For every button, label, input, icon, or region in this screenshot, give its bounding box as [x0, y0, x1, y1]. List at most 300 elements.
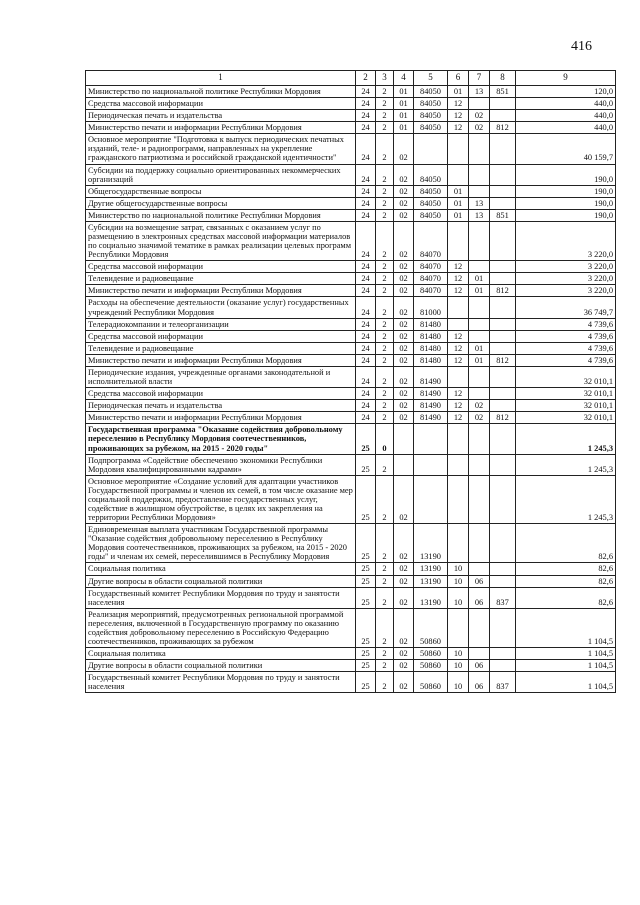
- amount-cell: 40 159,7: [516, 134, 616, 164]
- code-cell: 25: [356, 608, 376, 647]
- code-cell: 2: [376, 563, 394, 575]
- code-cell: [414, 134, 448, 164]
- code-cell: 50860: [414, 660, 448, 672]
- code-cell: [490, 134, 516, 164]
- code-cell: [469, 98, 490, 110]
- code-cell: 81480: [414, 354, 448, 366]
- code-cell: 02: [469, 412, 490, 424]
- table-row: [86, 330, 616, 342]
- code-cell: 24: [356, 164, 376, 185]
- amount-cell: 36 749,7: [516, 297, 616, 318]
- column-header: 7: [469, 71, 490, 86]
- row-name-cell: Реализация мероприятий, предусмотренных региональной программой переселения, включенной в Государственную программу по оказанию содействия добровольному переселению в Российскую Федерацию соотечественников, проживающих за рубежом: [86, 608, 356, 647]
- table-row: [86, 273, 616, 285]
- amount-cell: 3 220,0: [516, 273, 616, 285]
- amount-cell: 3 220,0: [516, 221, 616, 260]
- code-cell: 2: [376, 98, 394, 110]
- code-cell: 84070: [414, 273, 448, 285]
- budget-table: [85, 70, 616, 693]
- code-cell: 84070: [414, 221, 448, 260]
- table-body: [86, 86, 616, 693]
- code-cell: 01: [394, 122, 414, 134]
- code-cell: [469, 318, 490, 330]
- code-cell: 2: [376, 209, 394, 221]
- code-cell: 12: [448, 342, 469, 354]
- code-cell: 2: [376, 648, 394, 660]
- code-cell: 851: [490, 209, 516, 221]
- table-row: [86, 672, 616, 693]
- table-row: [86, 185, 616, 197]
- amount-cell: 190,0: [516, 197, 616, 209]
- code-cell: [469, 563, 490, 575]
- code-cell: 12: [448, 412, 469, 424]
- code-cell: 24: [356, 412, 376, 424]
- table-row: [86, 164, 616, 185]
- code-cell: 24: [356, 354, 376, 366]
- amount-cell: 32 010,1: [516, 366, 616, 387]
- amount-cell: 1 245,3: [516, 454, 616, 475]
- code-cell: [469, 524, 490, 563]
- code-cell: [490, 563, 516, 575]
- code-cell: 24: [356, 297, 376, 318]
- code-cell: 02: [394, 318, 414, 330]
- code-cell: 02: [394, 354, 414, 366]
- code-cell: 84050: [414, 209, 448, 221]
- code-cell: 10: [448, 575, 469, 587]
- code-cell: 12: [448, 400, 469, 412]
- code-cell: [448, 454, 469, 475]
- code-cell: 84050: [414, 164, 448, 185]
- row-name-cell: Другие вопросы в области социальной политики: [86, 575, 356, 587]
- code-cell: 50860: [414, 648, 448, 660]
- code-cell: 2: [376, 261, 394, 273]
- row-name-cell: Субсидии на поддержку социально ориентированных некоммерческих организаций: [86, 164, 356, 185]
- row-name-cell: Государственный комитет Республики Мордовия по труду и занятости населения: [86, 587, 356, 608]
- code-cell: 2: [376, 330, 394, 342]
- code-cell: [448, 318, 469, 330]
- amount-cell: 3 220,0: [516, 261, 616, 273]
- code-cell: 81000: [414, 297, 448, 318]
- code-cell: 02: [394, 524, 414, 563]
- code-cell: [469, 388, 490, 400]
- code-cell: 2: [376, 412, 394, 424]
- row-name-cell: Телевидение и радиовещание: [86, 273, 356, 285]
- code-cell: 06: [469, 587, 490, 608]
- code-cell: [448, 297, 469, 318]
- row-name-cell: Единовременная выплата участникам Государственной программы "Оказание содействия добровольному переселению в Республику Мордовия соотечественников, проживающих за рубежом, на 2015 - 2020 годы" и членам их семей, переселившимся в Республику Мордовия: [86, 524, 356, 563]
- code-cell: 02: [469, 122, 490, 134]
- code-cell: 2: [376, 587, 394, 608]
- row-name-cell: Социальная политика: [86, 648, 356, 660]
- code-cell: 13190: [414, 587, 448, 608]
- table-row: [86, 285, 616, 297]
- code-cell: 81480: [414, 330, 448, 342]
- code-cell: 02: [394, 297, 414, 318]
- code-cell: 01: [448, 197, 469, 209]
- code-cell: [490, 524, 516, 563]
- code-cell: 25: [356, 424, 376, 454]
- code-cell: [490, 261, 516, 273]
- column-header: 6: [448, 71, 469, 86]
- code-cell: [448, 424, 469, 454]
- code-cell: 02: [394, 285, 414, 297]
- table-row: [86, 342, 616, 354]
- code-cell: 24: [356, 221, 376, 260]
- code-cell: 13190: [414, 563, 448, 575]
- row-name-cell: Министерство печати и информации Республики Мордовия: [86, 285, 356, 297]
- row-name-cell: Государственная программа "Оказание содействия добровольному переселению в Республику Мордовия соотечественников, проживающих за рубежом, на 2015 - 2020 годы": [86, 424, 356, 454]
- code-cell: 10: [448, 660, 469, 672]
- code-cell: 84050: [414, 197, 448, 209]
- amount-cell: 82,6: [516, 575, 616, 587]
- code-cell: 24: [356, 197, 376, 209]
- table-row: [86, 608, 616, 647]
- row-name-cell: Средства массовой информации: [86, 388, 356, 400]
- code-cell: 06: [469, 672, 490, 693]
- code-cell: 06: [469, 575, 490, 587]
- code-cell: [490, 454, 516, 475]
- code-cell: 12: [448, 388, 469, 400]
- code-cell: 81490: [414, 366, 448, 387]
- code-cell: 812: [490, 285, 516, 297]
- code-cell: 2: [376, 122, 394, 134]
- code-cell: 12: [448, 110, 469, 122]
- row-name-cell: Средства массовой информации: [86, 261, 356, 273]
- code-cell: 25: [356, 563, 376, 575]
- code-cell: [490, 221, 516, 260]
- code-cell: 02: [394, 185, 414, 197]
- table-row: [86, 575, 616, 587]
- row-name-cell: Министерство печати и информации Республики Мордовия: [86, 354, 356, 366]
- amount-cell: 190,0: [516, 164, 616, 185]
- code-cell: 2: [376, 388, 394, 400]
- table-row: [86, 122, 616, 134]
- code-cell: 24: [356, 388, 376, 400]
- code-cell: 2: [376, 475, 394, 523]
- code-cell: 02: [394, 366, 414, 387]
- code-cell: [490, 366, 516, 387]
- table-row: [86, 424, 616, 454]
- code-cell: [490, 297, 516, 318]
- code-cell: 02: [394, 660, 414, 672]
- code-cell: 02: [394, 608, 414, 647]
- code-cell: 2: [376, 273, 394, 285]
- table-row: [86, 197, 616, 209]
- code-cell: 02: [394, 563, 414, 575]
- code-cell: 06: [469, 660, 490, 672]
- code-cell: 02: [394, 221, 414, 260]
- code-cell: 01: [394, 110, 414, 122]
- column-header: 1: [86, 71, 356, 86]
- table-row: [86, 366, 616, 387]
- amount-cell: 82,6: [516, 587, 616, 608]
- code-cell: 01: [448, 86, 469, 98]
- code-cell: 812: [490, 122, 516, 134]
- code-cell: 13190: [414, 575, 448, 587]
- table-row: [86, 660, 616, 672]
- amount-cell: 1 104,5: [516, 608, 616, 647]
- row-name-cell: Основное мероприятие «Создание условий для адаптации участников Государственной программы и членов их семей, в том числе оказание мер социальной поддержки, предоставление государственных услуг, содействие в жилищном обустройстве, в целях их закрепления на территории Республики Мордовия»: [86, 475, 356, 523]
- row-name-cell: Социальная политика: [86, 563, 356, 575]
- code-cell: 10: [448, 672, 469, 693]
- code-cell: [490, 648, 516, 660]
- code-cell: [448, 221, 469, 260]
- table-row: [86, 98, 616, 110]
- code-cell: 84050: [414, 110, 448, 122]
- table-row: [86, 587, 616, 608]
- code-cell: 2: [376, 285, 394, 297]
- code-cell: 02: [469, 400, 490, 412]
- table-row: [86, 221, 616, 260]
- code-cell: [414, 454, 448, 475]
- table-row: [86, 354, 616, 366]
- table-row: [86, 475, 616, 523]
- code-cell: 01: [448, 209, 469, 221]
- table-row: [86, 86, 616, 98]
- row-name-cell: Средства массовой информации: [86, 330, 356, 342]
- code-cell: 2: [376, 86, 394, 98]
- table-row: [86, 261, 616, 273]
- row-name-cell: Основное мероприятие "Подготовка к выпуск периодических печатных изданий, теле- и радиопрограмм, направленных на укрепление гражданского патриотизма и российской гражданской идентичности": [86, 134, 356, 164]
- code-cell: [490, 197, 516, 209]
- code-cell: [490, 273, 516, 285]
- code-cell: [469, 330, 490, 342]
- code-cell: 24: [356, 330, 376, 342]
- code-cell: 24: [356, 318, 376, 330]
- code-cell: 2: [376, 366, 394, 387]
- amount-cell: 1 245,3: [516, 424, 616, 454]
- code-cell: 2: [376, 524, 394, 563]
- code-cell: 12: [448, 122, 469, 134]
- amount-cell: 190,0: [516, 209, 616, 221]
- code-cell: 12: [448, 261, 469, 273]
- code-cell: 12: [448, 330, 469, 342]
- code-cell: [448, 524, 469, 563]
- code-cell: 24: [356, 110, 376, 122]
- code-cell: 81490: [414, 388, 448, 400]
- code-cell: 2: [376, 110, 394, 122]
- code-cell: [448, 366, 469, 387]
- amount-cell: 4 739,6: [516, 342, 616, 354]
- code-cell: [490, 475, 516, 523]
- amount-cell: 82,6: [516, 563, 616, 575]
- code-cell: 24: [356, 273, 376, 285]
- code-cell: 12: [448, 285, 469, 297]
- code-cell: 10: [448, 648, 469, 660]
- code-cell: [469, 221, 490, 260]
- row-name-cell: Телевидение и радиовещание: [86, 342, 356, 354]
- code-cell: 2: [376, 221, 394, 260]
- row-name-cell: Министерство печати и информации Республики Мордовия: [86, 122, 356, 134]
- code-cell: [469, 475, 490, 523]
- code-cell: 851: [490, 86, 516, 98]
- row-name-cell: Другие вопросы в области социальной политики: [86, 660, 356, 672]
- amount-cell: 120,0: [516, 86, 616, 98]
- code-cell: 2: [376, 342, 394, 354]
- code-cell: [469, 134, 490, 164]
- code-cell: 02: [469, 110, 490, 122]
- amount-cell: 32 010,1: [516, 400, 616, 412]
- code-cell: [490, 185, 516, 197]
- table-row: [86, 648, 616, 660]
- code-cell: [414, 475, 448, 523]
- code-cell: 25: [356, 660, 376, 672]
- amount-cell: 4 739,6: [516, 354, 616, 366]
- amount-cell: 190,0: [516, 185, 616, 197]
- code-cell: 01: [394, 98, 414, 110]
- code-cell: [490, 575, 516, 587]
- code-cell: 01: [469, 273, 490, 285]
- row-name-cell: Расходы на обеспечение деятельности (оказание услуг) государственных учреждений Республики Мордовия: [86, 297, 356, 318]
- row-name-cell: Другие общегосударственные вопросы: [86, 197, 356, 209]
- column-header: 9: [516, 71, 616, 86]
- code-cell: [490, 110, 516, 122]
- code-cell: [490, 388, 516, 400]
- code-cell: 837: [490, 672, 516, 693]
- code-cell: 24: [356, 98, 376, 110]
- row-name-cell: Министерство по национальной политике Республики Мордовия: [86, 209, 356, 221]
- code-cell: 24: [356, 400, 376, 412]
- code-cell: [469, 164, 490, 185]
- code-cell: [469, 261, 490, 273]
- code-cell: 02: [394, 330, 414, 342]
- amount-cell: 440,0: [516, 110, 616, 122]
- column-header: 3: [376, 71, 394, 86]
- code-cell: 2: [376, 185, 394, 197]
- table-row: [86, 388, 616, 400]
- code-cell: [469, 648, 490, 660]
- code-cell: 24: [356, 285, 376, 297]
- code-cell: 01: [469, 342, 490, 354]
- table-row: [86, 297, 616, 318]
- amount-cell: 1 104,5: [516, 648, 616, 660]
- code-cell: [490, 164, 516, 185]
- code-cell: 24: [356, 261, 376, 273]
- code-cell: 02: [394, 209, 414, 221]
- amount-cell: 440,0: [516, 122, 616, 134]
- code-cell: 81490: [414, 412, 448, 424]
- amount-cell: 4 739,6: [516, 318, 616, 330]
- code-cell: [469, 366, 490, 387]
- code-cell: 2: [376, 134, 394, 164]
- code-cell: [469, 424, 490, 454]
- code-cell: 2: [376, 660, 394, 672]
- code-cell: 50860: [414, 672, 448, 693]
- amount-cell: 32 010,1: [516, 388, 616, 400]
- code-cell: 2: [376, 354, 394, 366]
- code-cell: 12: [448, 273, 469, 285]
- amount-cell: 3 220,0: [516, 285, 616, 297]
- code-cell: 84050: [414, 185, 448, 197]
- table-row: [86, 454, 616, 475]
- code-cell: 0: [376, 424, 394, 454]
- code-cell: 13190: [414, 524, 448, 563]
- code-cell: 10: [448, 587, 469, 608]
- amount-cell: 1 245,3: [516, 475, 616, 523]
- code-cell: [490, 318, 516, 330]
- amount-cell: 440,0: [516, 98, 616, 110]
- code-cell: [490, 424, 516, 454]
- column-header: 2: [356, 71, 376, 86]
- code-cell: 812: [490, 354, 516, 366]
- code-cell: 25: [356, 587, 376, 608]
- code-cell: [469, 297, 490, 318]
- row-name-cell: Министерство печати и информации Республики Мордовия: [86, 412, 356, 424]
- code-cell: 84050: [414, 86, 448, 98]
- code-cell: 02: [394, 400, 414, 412]
- code-cell: 84070: [414, 261, 448, 273]
- code-cell: 24: [356, 342, 376, 354]
- row-name-cell: Периодическая печать и издательства: [86, 400, 356, 412]
- code-cell: [448, 608, 469, 647]
- code-cell: 2: [376, 197, 394, 209]
- row-name-cell: Государственный комитет Республики Мордовия по труду и занятости населения: [86, 672, 356, 693]
- row-name-cell: Телерадиокомпании и телеорганизации: [86, 318, 356, 330]
- table-header-row: [86, 71, 616, 86]
- code-cell: [469, 185, 490, 197]
- table-row: [86, 563, 616, 575]
- code-cell: [490, 342, 516, 354]
- code-cell: 2: [376, 454, 394, 475]
- code-cell: 2: [376, 608, 394, 647]
- table-row: [86, 412, 616, 424]
- code-cell: 02: [394, 412, 414, 424]
- code-cell: 2: [376, 400, 394, 412]
- code-cell: 84070: [414, 285, 448, 297]
- code-cell: 25: [356, 672, 376, 693]
- row-name-cell: Средства массовой информации: [86, 98, 356, 110]
- code-cell: 02: [394, 388, 414, 400]
- code-cell: 25: [356, 475, 376, 523]
- code-cell: 02: [394, 273, 414, 285]
- code-cell: 01: [394, 86, 414, 98]
- code-cell: 01: [448, 185, 469, 197]
- code-cell: 13: [469, 197, 490, 209]
- code-cell: 12: [448, 354, 469, 366]
- table-row: [86, 209, 616, 221]
- code-cell: 84050: [414, 122, 448, 134]
- code-cell: 02: [394, 575, 414, 587]
- row-name-cell: Министерство по национальной политике Республики Мордовия: [86, 86, 356, 98]
- code-cell: 2: [376, 318, 394, 330]
- amount-cell: 32 010,1: [516, 412, 616, 424]
- row-name-cell: Субсидии на возмещение затрат, связанных с оказанием услуг по размещению в электронных средствах массовой информации материалов по социально значимой тематике в рамках реализации целевых программ Республики Мордовия: [86, 221, 356, 260]
- amount-cell: 4 739,6: [516, 330, 616, 342]
- table-row: [86, 134, 616, 164]
- code-cell: [448, 164, 469, 185]
- code-cell: [490, 660, 516, 672]
- code-cell: 84050: [414, 98, 448, 110]
- code-cell: [490, 608, 516, 647]
- code-cell: 02: [394, 672, 414, 693]
- code-cell: 13: [469, 86, 490, 98]
- code-cell: 01: [469, 354, 490, 366]
- code-cell: [490, 330, 516, 342]
- code-cell: [448, 475, 469, 523]
- code-cell: 02: [394, 134, 414, 164]
- code-cell: 24: [356, 122, 376, 134]
- code-cell: 837: [490, 587, 516, 608]
- code-cell: 02: [394, 342, 414, 354]
- column-header: 4: [394, 71, 414, 86]
- code-cell: 02: [394, 648, 414, 660]
- amount-cell: 1 104,5: [516, 660, 616, 672]
- code-cell: 812: [490, 412, 516, 424]
- code-cell: 81480: [414, 318, 448, 330]
- code-cell: 02: [394, 587, 414, 608]
- code-cell: 10: [448, 563, 469, 575]
- code-cell: [394, 424, 414, 454]
